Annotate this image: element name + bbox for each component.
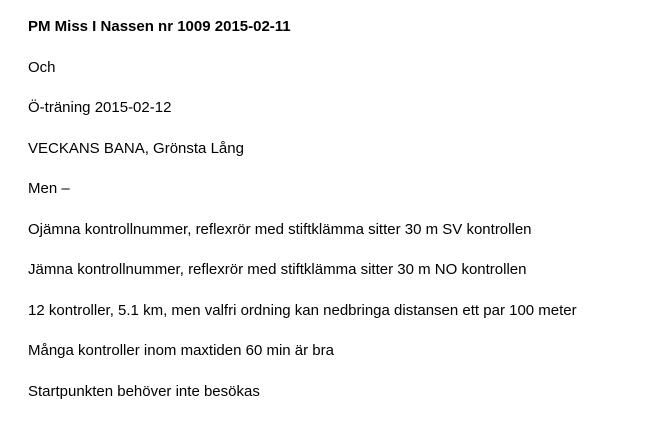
paragraph-men: Men –: [28, 180, 70, 197]
document-title: PM Miss I Nassen nr 1009 2015-02-11: [28, 18, 291, 35]
paragraph-antal-kontroller: 12 kontroller, 5.1 km, men valfri ordning kan nedbringa distansen ett par 100 meter: [28, 301, 577, 319]
paragraph-startpunkt: Startpunkten behöver inte besökas: [28, 382, 260, 400]
paragraph-jamna-kontroller: Jämna kontrollnummer, reflexrör med stiftklämma sitter 30 m NO kontrollen: [28, 261, 527, 278]
paragraph-och: Och: [28, 58, 56, 76]
paragraph-veckans-bana: VECKANS BANA, Grönsta Lång: [28, 139, 244, 157]
paragraph-o-traning-date: Ö-träning 2015-02-12: [28, 99, 172, 116]
paragraph-maxtid: Många kontroller inom maxtiden 60 min är bra: [28, 342, 334, 359]
paragraph-ojamna-kontroller: Ojämna kontrollnummer, reflexrör med stiftklämma sitter 30 m SV kontrollen: [28, 220, 532, 238]
